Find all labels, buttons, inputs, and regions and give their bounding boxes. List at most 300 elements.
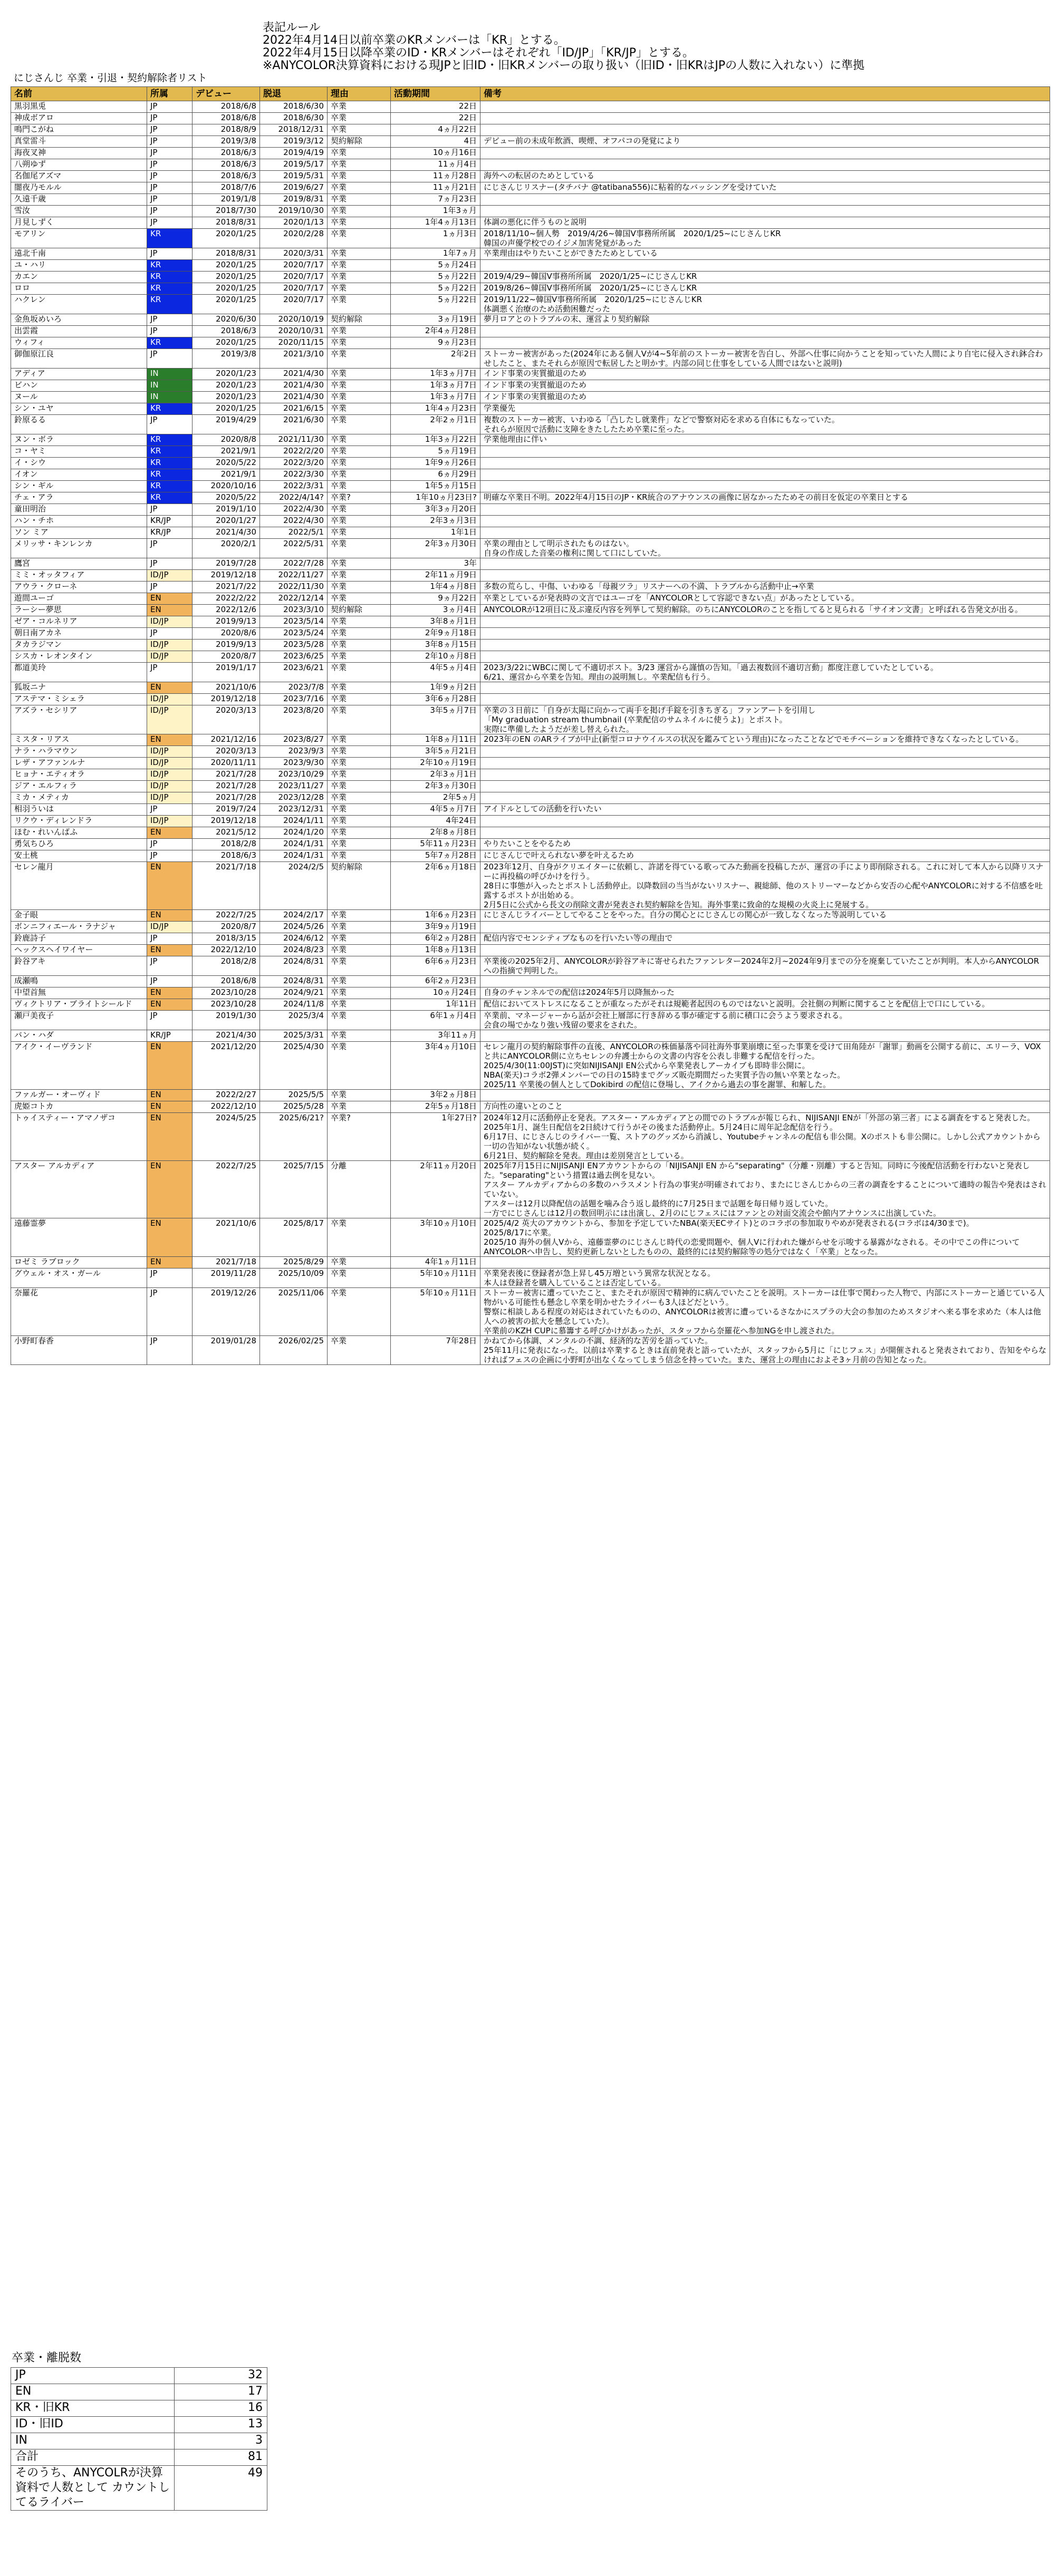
member-name: 久遠千歳 — [11, 194, 147, 206]
activity-period: 2年3ヵ月1日 — [391, 769, 480, 781]
table-row — [11, 1288, 1050, 1336]
table-row — [11, 326, 1050, 337]
affiliation-badge: KR — [147, 283, 193, 295]
activity-period: 1年1日 — [391, 527, 480, 539]
activity-period: 5ヵ月22日 — [391, 283, 480, 295]
note-text — [480, 640, 1050, 651]
leave-date: 2024/9/21 — [260, 987, 328, 999]
debut-date: 2020/1/25 — [193, 403, 260, 415]
leave-date: 2023/7/8 — [260, 682, 328, 694]
leave-date: 2023/6/21 — [260, 663, 328, 682]
leave-date: 2026/02/25 — [260, 1336, 328, 1365]
affiliation-badge: ID/JP — [147, 781, 193, 792]
leave-reason: 卒業 — [328, 781, 391, 792]
affiliation-badge: KR/JP — [147, 1030, 193, 1042]
member-name: ビハン — [11, 380, 147, 392]
leave-reason: 卒業 — [328, 148, 391, 159]
leave-date: 2019/5/17 — [260, 159, 328, 171]
leave-reason: 卒業 — [328, 827, 391, 839]
activity-period: 3年5ヵ月7日 — [391, 705, 480, 734]
member-name: 出雲霞 — [11, 326, 147, 337]
table-row — [11, 922, 1050, 933]
leave-reason: 卒業 — [328, 570, 391, 582]
table-row — [11, 260, 1050, 272]
leave-date: 2023/11/27 — [260, 781, 328, 792]
debut-date: 2019/1/30 — [193, 1011, 260, 1030]
debut-date: 2024/5/25 — [193, 1113, 260, 1161]
note-text: 学業他理由に伴い — [480, 434, 1050, 446]
affiliation-badge: ID/JP — [147, 746, 193, 758]
leave-date: 2024/8/31 — [260, 956, 328, 976]
affiliation-badge: KR — [147, 458, 193, 469]
leave-reason: 卒業 — [328, 593, 391, 605]
member-name: 狐坂ニナ — [11, 682, 147, 694]
member-name: レザ・アファンルナ — [11, 758, 147, 769]
member-name: 遊間ユーゴ — [11, 593, 147, 605]
affiliation-badge: EN — [147, 1218, 193, 1257]
leave-reason: 卒業 — [328, 260, 391, 272]
leave-reason: 卒業 — [328, 504, 391, 516]
member-name: アウラ・クローネ — [11, 582, 147, 593]
leave-reason: 卒業 — [328, 582, 391, 593]
summary-title: 卒業・離脱数 — [12, 2351, 82, 2365]
note-text — [480, 516, 1050, 527]
activity-period: 2年6ヵ月18日 — [391, 862, 480, 910]
debut-date: 2020/10/16 — [193, 481, 260, 492]
note-text: かねてから体調、メンタルの不調、経済的な苦労を語っていた。 25年11月に発表になった。以前は卒業するときは直前発表と語っていたが、スタッフから5月に「にじフェス」が開催されると発表されており、告知をやらなければフェスの企画に小野町が出なくなってしまう信念を持っていた。また、運営上の理由におよそ3ヶ月前の告知となった。 — [480, 1336, 1050, 1365]
leave-reason: 卒業 — [328, 516, 391, 527]
member-name: 金魚坂めいろ — [11, 314, 147, 326]
table-row — [11, 1336, 1050, 1365]
activity-period: 1年10ヵ月23日? — [391, 492, 480, 504]
leave-reason: 契約解除 — [328, 136, 391, 148]
activity-period: 4年5ヵ月7日 — [391, 804, 480, 816]
member-name: 瀬戸美夜子 — [11, 1011, 147, 1030]
affiliation-badge: ID/JP — [147, 570, 193, 582]
rule-line-3: ※ANYCOLOR決算資料における現JPと旧ID・旧KRメンバーの取り扱い（旧ID・旧KRはJPの人数に入れない）に準拠 — [263, 59, 865, 72]
table-row — [11, 933, 1050, 945]
member-name: ハン・チホ — [11, 516, 147, 527]
leave-date: 2024/6/12 — [260, 933, 328, 945]
member-name: アスター アルカディア — [11, 1161, 147, 1218]
table-row — [11, 1090, 1050, 1101]
leave-reason: 卒業 — [328, 1218, 391, 1257]
note-text: ANYCOLORが12項目に及ぶ違反内容を列挙して契約解除。のちにANYCOLORのことを指してると見られる「サイオン文書」と呼ばれる告発文が出る。 — [480, 605, 1050, 616]
table-row — [11, 136, 1050, 148]
activity-period: 6ヵ月29日 — [391, 469, 480, 481]
summary-value: 3 — [175, 2433, 267, 2449]
member-name: 神成ボアロ — [11, 113, 147, 124]
member-name: ヘックスヘイワイヤー — [11, 945, 147, 956]
leave-reason: 卒業 — [328, 229, 391, 248]
leave-reason: 卒業 — [328, 101, 391, 113]
note-text — [480, 326, 1050, 337]
leave-date: 2023/3/10 — [260, 605, 328, 616]
leave-date: 2023/10/29 — [260, 769, 328, 781]
summary-value: 49 — [175, 2466, 267, 2511]
activity-period: 2年8ヵ月8日 — [391, 827, 480, 839]
note-text — [480, 206, 1050, 217]
affiliation-badge: KR/JP — [147, 527, 193, 539]
note-text — [480, 148, 1050, 159]
affiliation-badge: JP — [147, 582, 193, 593]
affiliation-badge: KR — [147, 446, 193, 458]
member-name: ハクレン — [11, 295, 147, 314]
table-row — [11, 769, 1050, 781]
affiliation-badge: JP — [147, 1011, 193, 1030]
member-name: ロゼミ ラブロック — [11, 1257, 147, 1268]
member-name: アイク・イーヴランド — [11, 1042, 147, 1090]
activity-period: 7年28日 — [391, 1336, 480, 1365]
leave-reason: 卒業 — [328, 403, 391, 415]
affiliation-badge: EN — [147, 827, 193, 839]
leave-date: 2024/1/31 — [260, 850, 328, 862]
affiliation-badge: JP — [147, 314, 193, 326]
table-row — [11, 850, 1050, 862]
debut-date: 2019/1/8 — [193, 194, 260, 206]
table-row — [11, 593, 1050, 605]
leave-date: 2022/7/28 — [260, 558, 328, 570]
leave-date: 2022/4/30 — [260, 516, 328, 527]
member-name: ミカ・メティカ — [11, 792, 147, 804]
note-text: セレン龍月の契約解除事件の直後、ANYCOLORの株価暴落や同社海外事業崩壊に至った事業を受けて田角陸が「謝罪」動画を公開する前に、エリーラ、VOX と共にANYCOLOR側に立ちセレンの弁護士からの文書の内容を公表し非難する配信を行った。 2025/4/30(11:00JST)に突如NIJISANJI EN公式から卒業発表しアーカイブも即時非公開に。 NBA(楽天)コラボ2弾メンバーでの日の15時までグッズ販売期間だった実質予告の無い卒業となった。 2025/11 卒業後の個人としてDokibird の配信に登場し、アイクから過去の事を謝罪、和解した。 — [480, 1042, 1050, 1090]
affiliation-badge: JP — [147, 1268, 193, 1288]
note-text: アイドルとしての活動を行いたい — [480, 804, 1050, 816]
activity-period: 4年24日 — [391, 816, 480, 827]
table-row — [11, 1218, 1050, 1257]
affiliation-badge: KR — [147, 492, 193, 504]
note-text: 2019/8/26~韓国V事務所所属 2020/1/25~にじさんじKR — [480, 283, 1050, 295]
activity-period: 3年8ヵ月15日 — [391, 640, 480, 651]
activity-period: 3年9ヵ月19日 — [391, 922, 480, 933]
debut-date: 2021/9/1 — [193, 469, 260, 481]
table-row — [11, 337, 1050, 349]
note-text — [480, 922, 1050, 933]
affiliation-badge: EN — [147, 987, 193, 999]
leave-reason: 卒業 — [328, 734, 391, 746]
leave-reason: 卒業 — [328, 999, 391, 1011]
leave-date: 2025/5/28 — [260, 1101, 328, 1113]
note-text — [480, 159, 1050, 171]
leave-date: 2019/4/19 — [260, 148, 328, 159]
activity-period: 10ヵ月16日 — [391, 148, 480, 159]
member-name: ウィフィ — [11, 337, 147, 349]
note-text — [480, 1090, 1050, 1101]
note-text — [480, 260, 1050, 272]
table-row — [11, 705, 1050, 734]
activity-period: 3年6ヵ月28日 — [391, 694, 480, 705]
note-text: 卒業後の2025年2月、ANYCOLORが鈴谷アキに寄せられたファンレター2024年2月~2024年9月までの分を廃棄していたことが判明。本人からANYCOLORへの指摘で判明した。 — [480, 956, 1050, 976]
affiliation-badge: JP — [147, 558, 193, 570]
col-header-debut: デビュー — [193, 87, 260, 101]
leave-reason: 契約解除 — [328, 605, 391, 616]
activity-period: 11ヵ月4日 — [391, 159, 480, 171]
debut-date: 2020/11/11 — [193, 758, 260, 769]
member-name: ボンニフィエール・ラナジャ — [11, 922, 147, 933]
debut-date: 2019/4/29 — [193, 415, 260, 434]
member-name: 小野町春香 — [11, 1336, 147, 1365]
leave-date: 2020/7/17 — [260, 283, 328, 295]
activity-period: 3ヵ月19日 — [391, 314, 480, 326]
activity-period: 1年8ヵ月13日 — [391, 945, 480, 956]
summary-row — [11, 2433, 267, 2449]
debut-date: 2018/8/9 — [193, 124, 260, 136]
table-row — [11, 113, 1050, 124]
affiliation-badge: JP — [147, 1336, 193, 1365]
debut-date: 2019/1/17 — [193, 663, 260, 682]
leave-reason: 卒業 — [328, 380, 391, 392]
debut-date: 2020/8/6 — [193, 628, 260, 640]
activity-period: 4日 — [391, 136, 480, 148]
leave-reason: 卒業 — [328, 283, 391, 295]
activity-period: 9ヵ月23日 — [391, 337, 480, 349]
debut-date: 2021/7/22 — [193, 582, 260, 593]
leave-reason: 卒業 — [328, 159, 391, 171]
affiliation-badge: JP — [147, 148, 193, 159]
leave-date: 2022/11/27 — [260, 570, 328, 582]
leave-date: 2023/5/14 — [260, 616, 328, 628]
leave-date: 2025/3/4 — [260, 1011, 328, 1030]
activity-period: 3ヵ月4日 — [391, 605, 480, 616]
leave-date: 2022/4/30 — [260, 504, 328, 516]
note-text: 2025年7月15日にNIJISANJI ENアカウントからの「NIJISANJI EN から"separating"（分離・別離）すると告知。同時に今後配信活動を行わないと発表した。"separating"という措置は過去例を見ない。 アスター アルカディアからの多数のハラスメント行為の事実が明確されており、またにじさんじからの三者の調査をすることについて適時の報告や発表はされていない。 アスターは12月以降配信の話題を噛み合う返し最終的に7月25日まで話題を毎日帰り返していた。 一方でにじさんじは12月の数回明示には出演し、2月のにじフェスにはファンとの対面交流会や館内アナウンスに出演していた。 — [480, 1161, 1050, 1218]
leave-reason: 卒業 — [328, 839, 391, 850]
leave-date: 2025/3/31 — [260, 1030, 328, 1042]
leave-date: 2025/6/21? — [260, 1113, 328, 1161]
leave-reason: 卒業 — [328, 446, 391, 458]
member-name: トゥイスティー・アマノザコ — [11, 1113, 147, 1161]
leave-reason: 卒業 — [328, 392, 391, 403]
leave-date: 2023/12/28 — [260, 792, 328, 804]
affiliation-badge: ID/JP — [147, 694, 193, 705]
note-text — [480, 682, 1050, 694]
leave-date: 2025/11/06 — [260, 1288, 328, 1336]
affiliation-badge: JP — [147, 839, 193, 850]
affiliation-badge: JP — [147, 159, 193, 171]
debut-date: 2018/2/8 — [193, 839, 260, 850]
leave-reason: 卒業 — [328, 956, 391, 976]
note-text: やりたいことをやるため — [480, 839, 1050, 850]
leave-reason: 卒業 — [328, 194, 391, 206]
note-text — [480, 651, 1050, 663]
table-row — [11, 159, 1050, 171]
leave-reason: 卒業 — [328, 1288, 391, 1336]
table-row — [11, 314, 1050, 326]
leave-reason: 卒業 — [328, 113, 391, 124]
affiliation-badge: EN — [147, 1161, 193, 1218]
note-text: デビュー前の未成年飲酒、喫煙、オフパコの発覚により — [480, 136, 1050, 148]
leave-date: 2022/5/1 — [260, 527, 328, 539]
note-text: インド事業の実質撤退のため — [480, 369, 1050, 380]
debut-date: 2019/12/18 — [193, 694, 260, 705]
table-row — [11, 492, 1050, 504]
member-name: タカラジマン — [11, 640, 147, 651]
table-row — [11, 504, 1050, 516]
activity-period: 2年3ヵ月30日 — [391, 781, 480, 792]
affiliation-badge: EN — [147, 593, 193, 605]
activity-period: 4年5ヵ月4日 — [391, 663, 480, 682]
leave-date: 2023/8/20 — [260, 705, 328, 734]
debut-date: 2021/7/28 — [193, 769, 260, 781]
leave-reason: 卒業 — [328, 434, 391, 446]
affiliation-badge: JP — [147, 976, 193, 987]
leave-reason: 卒業 — [328, 976, 391, 987]
member-name: モアリン — [11, 229, 147, 248]
debut-date: 2019/9/13 — [193, 640, 260, 651]
leave-date: 2021/11/30 — [260, 434, 328, 446]
table-row — [11, 734, 1050, 746]
leave-date: 2024/1/11 — [260, 816, 328, 827]
member-name: ナラ・ハラマウン — [11, 746, 147, 758]
debut-date: 2019/7/28 — [193, 558, 260, 570]
member-name: アステマ・ミシェラ — [11, 694, 147, 705]
member-name: カエン — [11, 272, 147, 283]
note-text: 卒業の理由として明示されたものはない。 自身の作成した音楽の権利に関して口にしていた。 — [480, 539, 1050, 558]
activity-period: 1年3ヵ月22日 — [391, 434, 480, 446]
leave-reason: 卒業 — [328, 415, 391, 434]
debut-date: 2019/12/18 — [193, 570, 260, 582]
leave-reason: 卒業 — [328, 458, 391, 469]
leave-reason: 卒業 — [328, 349, 391, 369]
member-name: 都道美玲 — [11, 663, 147, 682]
debut-date: 2018/6/3 — [193, 850, 260, 862]
debut-date: 2021/10/6 — [193, 1218, 260, 1257]
affiliation-badge: ID/JP — [147, 651, 193, 663]
note-text: 配信においてストレスになることが重なったがそれは規範者起因のものではないと説明。会社側の判断に関することを配信上で口にしている。 — [480, 999, 1050, 1011]
activity-period: 1年11日 — [391, 999, 480, 1011]
summary-label: EN — [11, 2384, 175, 2400]
leave-reason: 卒業 — [328, 217, 391, 229]
leave-date: 2019/3/12 — [260, 136, 328, 148]
leave-date: 2025/8/17 — [260, 1218, 328, 1257]
affiliation-badge: KR — [147, 229, 193, 248]
member-name: 鷹宮 — [11, 558, 147, 570]
leave-reason: 卒業 — [328, 1336, 391, 1365]
note-text: 2023年12月、自身がクリエイターに依頼し、許諾を得ている歌ってみた動画を投稿したが、運営の手により即削除される。これに対して本人から以降リスナーに再投稿の呼びかけを行う。 28日に事態が入ったとポストし活動停止。以降数回の当当がないリスナー、親総師、他のストリーマーなどから安否の心配やANYCOLORに対する不信感を吐露するポストが出始める。 2月5日に公式から長文の削除文書が発表され契約解除を告知。海外事業に致命的な規模の火炎上に発展する。 — [480, 862, 1050, 910]
note-text — [480, 616, 1050, 628]
leave-reason: 卒業 — [328, 272, 391, 283]
debut-date: 2019/3/8 — [193, 349, 260, 369]
debut-date: 2020/1/23 — [193, 392, 260, 403]
leave-date: 2024/8/31 — [260, 976, 328, 987]
table-row — [11, 839, 1050, 850]
affiliation-badge: JP — [147, 136, 193, 148]
member-table — [11, 86, 1050, 1365]
member-name: 鳴門こがね — [11, 124, 147, 136]
affiliation-badge: KR — [147, 337, 193, 349]
debut-date: 2021/7/18 — [193, 862, 260, 910]
debut-date: 2020/1/25 — [193, 337, 260, 349]
affiliation-badge: IN — [147, 392, 193, 403]
table-row — [11, 1161, 1050, 1218]
affiliation-badge: JP — [147, 415, 193, 434]
leave-date: 2020/10/19 — [260, 314, 328, 326]
affiliation-badge: KR — [147, 295, 193, 314]
member-name: 月見しずく — [11, 217, 147, 229]
member-name: 虎姫コトカ — [11, 1101, 147, 1113]
table-row — [11, 182, 1050, 194]
activity-period: 3年3ヵ月20日 — [391, 504, 480, 516]
leave-date: 2025/8/29 — [260, 1257, 328, 1268]
note-text — [480, 469, 1050, 481]
affiliation-badge: JP — [147, 113, 193, 124]
leave-date: 2020/11/15 — [260, 337, 328, 349]
leave-date: 2024/5/26 — [260, 922, 328, 933]
activity-period: 9ヵ月22日 — [391, 593, 480, 605]
member-name: ミスタ・リアス — [11, 734, 147, 746]
member-name: 成瀬鳴 — [11, 976, 147, 987]
table-row — [11, 527, 1050, 539]
leave-reason: 卒業 — [328, 369, 391, 380]
affiliation-badge: JP — [147, 628, 193, 640]
member-name: 遠北千南 — [11, 248, 147, 260]
affiliation-badge: ID/JP — [147, 922, 193, 933]
leave-date: 2023/6/25 — [260, 651, 328, 663]
affiliation-badge: JP — [147, 663, 193, 682]
debut-date: 2019/9/13 — [193, 616, 260, 628]
leave-date: 2020/2/28 — [260, 229, 328, 248]
member-name: ゼア・コルネリア — [11, 616, 147, 628]
activity-period: 2年5ヵ月 — [391, 792, 480, 804]
leave-date: 2022/12/14 — [260, 593, 328, 605]
leave-date: 2024/2/5 — [260, 862, 328, 910]
table-row — [11, 349, 1050, 369]
note-text: 2023/3/22にWBCに関して不適切ポスト。3/23 運営から謹慎の告知。「過去複数回不適切言動」都度注意していたとしている。 6/21、運営から卒業を告知。理由の説明無し。卒業配信も行う。 — [480, 663, 1050, 682]
leave-reason: 卒業 — [328, 558, 391, 570]
activity-period: 1年7ヵ月 — [391, 248, 480, 260]
activity-period: 1年3ヵ月 — [391, 206, 480, 217]
summary-row — [11, 2466, 267, 2511]
note-text — [480, 101, 1050, 113]
activity-period: 2年2ヵ月1日 — [391, 415, 480, 434]
activity-period: 1年3ヵ月7日 — [391, 369, 480, 380]
debut-date: 2019/01/28 — [193, 1336, 260, 1365]
leave-reason: 卒業 — [328, 1268, 391, 1288]
list-title: にじさんじ 卒業・引退・契約解除者リスト — [14, 72, 207, 84]
activity-period: 1年9ヵ月2日 — [391, 682, 480, 694]
debut-date: 2022/12/10 — [193, 1101, 260, 1113]
affiliation-badge: KR — [147, 272, 193, 283]
member-name: 朝日南アカネ — [11, 628, 147, 640]
leave-date: 2021/6/30 — [260, 415, 328, 434]
affiliation-badge: EN — [147, 1101, 193, 1113]
note-text: 卒業理由はやりたいことができたためとしている — [480, 248, 1050, 260]
debut-date: 2018/3/15 — [193, 933, 260, 945]
leave-reason: 卒業 — [328, 616, 391, 628]
table-row — [11, 295, 1050, 314]
member-name: ジア・エルフィラ — [11, 781, 147, 792]
activity-period: 6年6ヵ月23日 — [391, 956, 480, 976]
note-text: 卒業前、マネージャーから話が会社上層部に行き辞める事が確定する前に積口に会うよう要求される。 会食の場でかなり強い残留の要求をされた。 — [480, 1011, 1050, 1030]
table-row — [11, 1113, 1050, 1161]
activity-period: 1年27日? — [391, 1113, 480, 1161]
affiliation-badge: EN — [147, 910, 193, 922]
leave-reason: 卒業 — [328, 651, 391, 663]
member-name: 安土桃 — [11, 850, 147, 862]
member-name: 八朔ゆず — [11, 159, 147, 171]
activity-period: 2年10ヵ月19日 — [391, 758, 480, 769]
note-text: ストーカー被害に遭っていたこと、またそれが原因で精神的に病んでいたことを説明。ストーカーは仕事で関わった人物で、内部にストーカーと通じている人物がいる可能性も懸念し卒業を明かせたライバーも3人ほどだという。 警察に相談しある程度の対応はされていたものの、ANYCOLORは被害に遭っているさなかにスプラの大会の参加のためスタジオへ来る事を求めた（本人は他人への被害の拡大を懸念していた）。 卒業前のKZH CUPに慕籌する呼びかけがあったが、スタッフから奈羅花へ参加NGを申し渡された。 — [480, 1288, 1050, 1336]
affiliation-badge: KR — [147, 260, 193, 272]
leave-date: 2021/6/15 — [260, 403, 328, 415]
leave-reason: 卒業 — [328, 816, 391, 827]
leave-date: 2020/7/17 — [260, 260, 328, 272]
note-text — [480, 816, 1050, 827]
leave-date: 2019/6/27 — [260, 182, 328, 194]
debut-date: 2018/8/31 — [193, 248, 260, 260]
debut-date: 2020/8/8 — [193, 434, 260, 446]
note-text — [480, 758, 1050, 769]
